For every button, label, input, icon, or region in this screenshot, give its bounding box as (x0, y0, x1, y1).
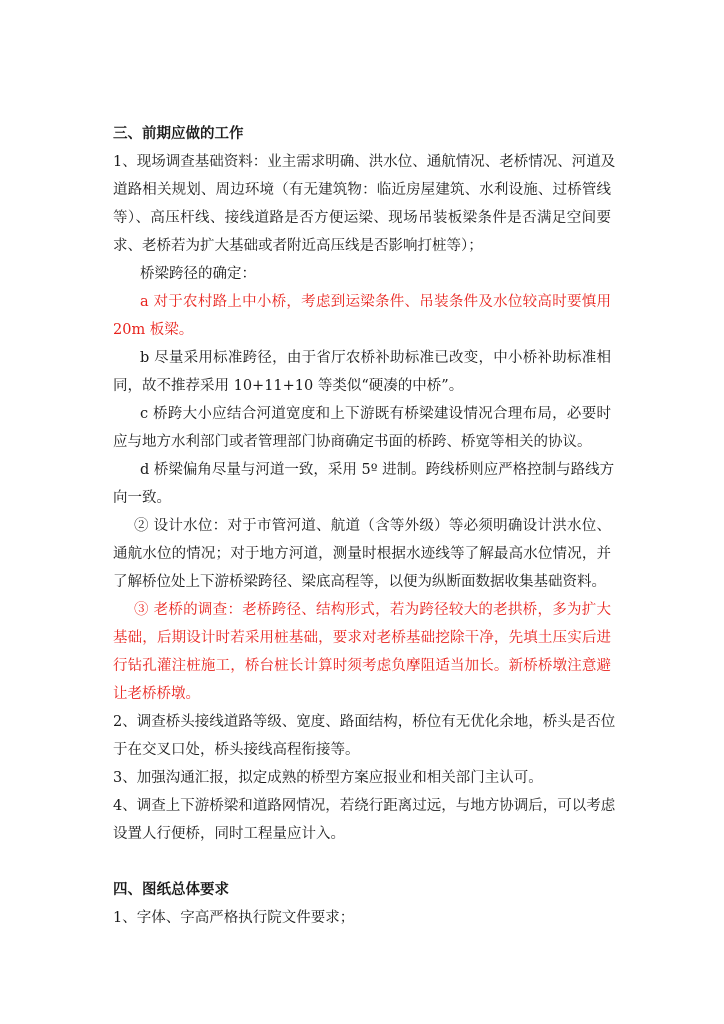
span-a-line-1: a 对于农村路上中小桥，考虑到运梁条件、吊装条件及水位较高时要慎用 (140, 294, 611, 310)
old-bridge-line-4: 让老桥桥墩。 (113, 686, 200, 702)
water-level-line-1: ② 设计水位：对于市管河道、航道（含等外级）等必须明确设计洪水位、 (134, 518, 611, 534)
old-bridge-line-2: 基础，后期设计时若采用桩基础，要求对老桥基础挖除干净，先填土压实后进 (113, 630, 611, 646)
item2-line-2: 于在交叉口处，桥头接线高程衔接等。 (113, 742, 360, 758)
span-b-line-2: 同，故不推荐采用 10+11+10 等类似“硬凑的中桥”。 (113, 378, 464, 394)
section3-heading: 三、前期应做的工作 (113, 125, 244, 142)
old-bridge-line-1: ③ 老桥的调查：老桥跨径、结构形式，若为跨径较大的老拱桥，多为扩大 (134, 602, 611, 618)
span-c-line-2: 应与地方水利部门或者管理部门协商确定书面的桥跨、桥宽等相关的协议。 (113, 434, 592, 450)
span-title: 桥梁跨径的确定： (140, 266, 256, 282)
section4-heading: 四、图纸总体要求 (113, 881, 229, 898)
span-c-line-1: c 桥跨大小应结合河道宽度和上下游既有桥梁建设情况合理布局，必要时 (140, 406, 611, 422)
span-d-line-1: d 桥梁偏角尽量与河道一致，采用 5º 进制。跨线桥则应严格控制与路线方 (140, 462, 615, 478)
span-b-line-1: b 尽量采用标准跨径，由于省厅农桥补助标准已改变，中小桥补助标准相 (140, 350, 611, 366)
old-bridge-line-3: 行钻孔灌注桩施工，桥台桩长计算时须考虑负摩阻适当加长。新桥桥墩注意避 (113, 658, 611, 674)
item1-line-3: 等）、高压杆线、接线道路是否方便运梁、现场吊装板梁条件是否满足空间要 (113, 210, 611, 226)
item2-line-1: 2、调查桥头接线道路等级、宽度、路面结构，桥位有无优化余地，桥头是否位 (113, 714, 616, 730)
item1-line-2: 道路相关规划、周边环境（有无建筑物：临近房屋建筑、水利设施、过桥管线 (113, 182, 611, 198)
item1-line-4: 求、老桥若为扩大基础或者附近高压线是否影响打桩等）； (113, 238, 483, 254)
section4-item1: 1、字体、字高严格执行院文件要求； (113, 910, 355, 926)
span-a-line-2: 20m 板梁。 (113, 322, 194, 338)
item1-line-1: 1、现场调查基础资料：业主需求明确、洪水位、通航情况、老桥情况、河道及 (113, 154, 616, 170)
item4-line-1: 4、调查上下游桥梁和道路网情况，若绕行距离过远，与地方协调后，可以考虑 (113, 798, 616, 814)
item4-line-2: 设置人行便桥，同时工程量应计入。 (113, 826, 345, 842)
water-level-line-3: 了解桥位处上下游桥梁跨径、梁底高程等，以便为纵断面数据收集基础资料。 (113, 574, 606, 590)
span-d-line-2: 向一致。 (113, 490, 171, 506)
item3-line: 3、加强沟通汇报，拟定成熟的桥型方案应报业和相关部门主认可。 (113, 770, 543, 786)
water-level-line-2: 通航水位的情况；对于地方河道，测量时根据水迹线等了解最高水位情况，并 (113, 546, 611, 562)
